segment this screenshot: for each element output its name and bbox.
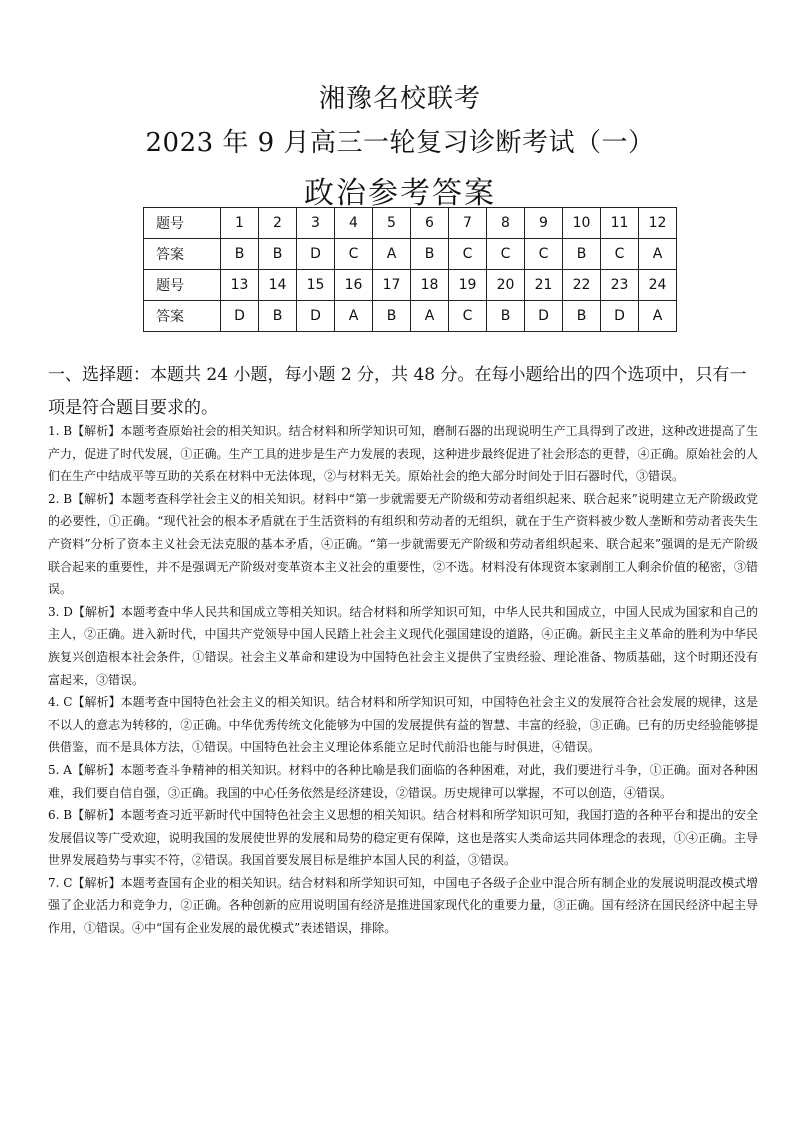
answer-cell: B — [373, 301, 411, 332]
answer-cell: 5 — [373, 208, 411, 239]
answer-cell: 9 — [525, 208, 563, 239]
answer-cell: C — [487, 239, 525, 270]
answer-cell: B — [563, 239, 601, 270]
answer-cell: D — [297, 239, 335, 270]
answer-cell: D — [297, 301, 335, 332]
answer-cell: 24 — [639, 270, 677, 301]
answer-cell: C — [525, 239, 563, 270]
answer-table-row — [144, 270, 677, 301]
answer-cell: D — [525, 301, 563, 332]
answer-cell: C — [449, 301, 487, 332]
answer-cell: 4 — [335, 208, 373, 239]
answer-cell: 22 — [563, 270, 601, 301]
section-heading: 一、选择题：本题共 24 小题，每小题 2 分，共 48 分。在每小题给出的四个选项中，只有一项是符合题目要求的。 — [48, 365, 747, 418]
exam-header-line3: 政治参考答案 — [304, 176, 496, 211]
answer-cell: B — [259, 301, 297, 332]
answer-cell: 6 — [411, 208, 449, 239]
answer-cell: B — [221, 239, 259, 270]
answer-cell: D — [601, 301, 639, 332]
explanation-item: 1. B【解析】本题考查原始社会的相关知识。结合材料和所学知识可知，磨制石器的出现说明生产工具得到了改进，这种改进提高了生产力，促进了时代发展，①正确。生产工具的进步是生产力发展的表现，这种进步最终促进了社会形态的更替，④正确。原始社会的人们在生产中结成平等互助的关系在材料中无法体现，②与材料无关。原始社会的绝大部分时间处于旧石器时代，③错误。 — [48, 424, 758, 484]
row-label: 答案 — [144, 239, 221, 270]
answer-cell: B — [487, 301, 525, 332]
explanation-item: 2. B【解析】本题考查科学社会主义的相关知识。材料中“第一步就需要无产阶级和劳动者组织起来、联合起来”说明建立无产阶级政党的必要性，①正确。“现代社会的根本矛盾就在于生活资料的有组织和劳动者的无组织，就在于生产资料被少数人垄断和劳动者丧失生产资料”分析了资本主义社会无法克服的基本矛盾，④正确。“第一步就需要无产阶级和劳动者组织起来、联合起来”强调的是无产阶级联合起来的重要性，并不是强调无产阶级对变革资本主义社会的重要性，②不选。材料没有体现资本家剥削工人剩余价值的秘密，③错误。 — [48, 491, 758, 597]
answer-cell: 19 — [449, 270, 487, 301]
answer-cell: A — [335, 301, 373, 332]
answer-cell: 7 — [449, 208, 487, 239]
explanation-item: 4. C【解析】本题考查中国特色社会主义的相关知识。结合材料和所学知识可知，中国特色社会主义的发展符合社会发展的规律，这是不以人的意志为转移的，②正确。中华优秀传统文化能够为中国的发展提供有益的智慧、丰富的经验，③正确。已有的历史经验能够提供借鉴，而不是具体方法，①错误。中国特色社会主义理论体系能立足时代前沿也能与时俱进，④错误。 — [48, 695, 758, 755]
answer-cell: A — [373, 239, 411, 270]
answer-cell: C — [335, 239, 373, 270]
answer-table — [143, 207, 677, 332]
answer-cell: 3 — [297, 208, 335, 239]
answer-cell: 1 — [221, 208, 259, 239]
answer-cell: 23 — [601, 270, 639, 301]
answer-table-row — [144, 208, 677, 239]
answer-cell: 15 — [297, 270, 335, 301]
answer-cell: 13 — [221, 270, 259, 301]
row-label: 题号 — [144, 208, 221, 239]
answer-cell: B — [259, 239, 297, 270]
explanation-item: 6. B【解析】本题考查习近平新时代中国特色社会主义思想的相关知识。结合材料和所学知识可知，我国打造的各种平台和提出的安全发展倡议等广受欢迎，说明我国的发展使世界的发展和局势的稳定更有保障，这也是落实人类命运共同体理念的表现，①④正确。主导世界发展趋势与事实不符，②错误。我国首要发展目标是维护本国人民的利益，③错误。 — [48, 808, 758, 868]
exam-header-line2: 2023 年 9 月高三一轮复习诊断考试（一） — [145, 128, 655, 158]
row-label: 答案 — [144, 301, 221, 332]
answer-cell: A — [639, 301, 677, 332]
exam-header-line1: 湘豫名校联考 — [318, 84, 481, 114]
answer-cell: A — [639, 239, 677, 270]
answer-cell: 11 — [601, 208, 639, 239]
answer-cell: 10 — [563, 208, 601, 239]
answer-table-row — [144, 301, 677, 332]
explanation-item: 7. C【解析】本题考查国有企业的相关知识。结合材料和所学知识可知，中国电子各级子企业中混合所有制企业的发展说明混改模式增强了企业活力和竞争力，②正确。各种创新的应用说明国有经济是推进国家现代化的重要力量，③正确。国有经济在国民经济中起主导作用，①错误。④中“国有企业发展的最优模式”表述错误，排除。 — [48, 875, 758, 936]
answer-cell: C — [601, 239, 639, 270]
answer-cell: C — [449, 239, 487, 270]
answer-cell: D — [221, 301, 259, 332]
answer-cell: 16 — [335, 270, 373, 301]
answer-table-row — [144, 239, 677, 270]
explanations — [48, 420, 758, 940]
answer-cell: B — [563, 301, 601, 332]
explanation-item: 5. A【解析】本题考查斗争精神的相关知识。材料中的各种比喻是我们面临的各种困难，对此，我们要进行斗争，①正确。面对各种困难，我们要自信自强，③正确。我国的中心任务依然是经济建设，②错误。历史规律可以掌握，不可以创造，④错误。 — [48, 762, 758, 800]
answer-cell: 12 — [639, 208, 677, 239]
answer-cell: 2 — [259, 208, 297, 239]
answer-cell: 20 — [487, 270, 525, 301]
answer-cell: 21 — [525, 270, 563, 301]
answer-table-body — [144, 208, 677, 332]
answer-cell: 8 — [487, 208, 525, 239]
answer-cell: B — [411, 239, 449, 270]
explanation-item: 3. D【解析】本题考查中华人民共和国成立等相关知识。结合材料和所学知识可知，中华人民共和国成立，中国人民成为国家和自己的主人，②正确。进入新时代，中国共产党领导中国人民踏上社会主义现代化强国建设的道路，④正确。新民主主义革命的胜利为中华民族复兴创造根本社会条件，①错误。社会主义革命和建设为中国特色社会主义提供了宝贵经验、理论准备、物质基础，这个时期还没有富起来，③错误。 — [48, 604, 758, 687]
row-label: 题号 — [144, 270, 221, 301]
answer-cell: 17 — [373, 270, 411, 301]
answer-cell: A — [411, 301, 449, 332]
answer-cell: 18 — [411, 270, 449, 301]
answer-cell: 14 — [259, 270, 297, 301]
